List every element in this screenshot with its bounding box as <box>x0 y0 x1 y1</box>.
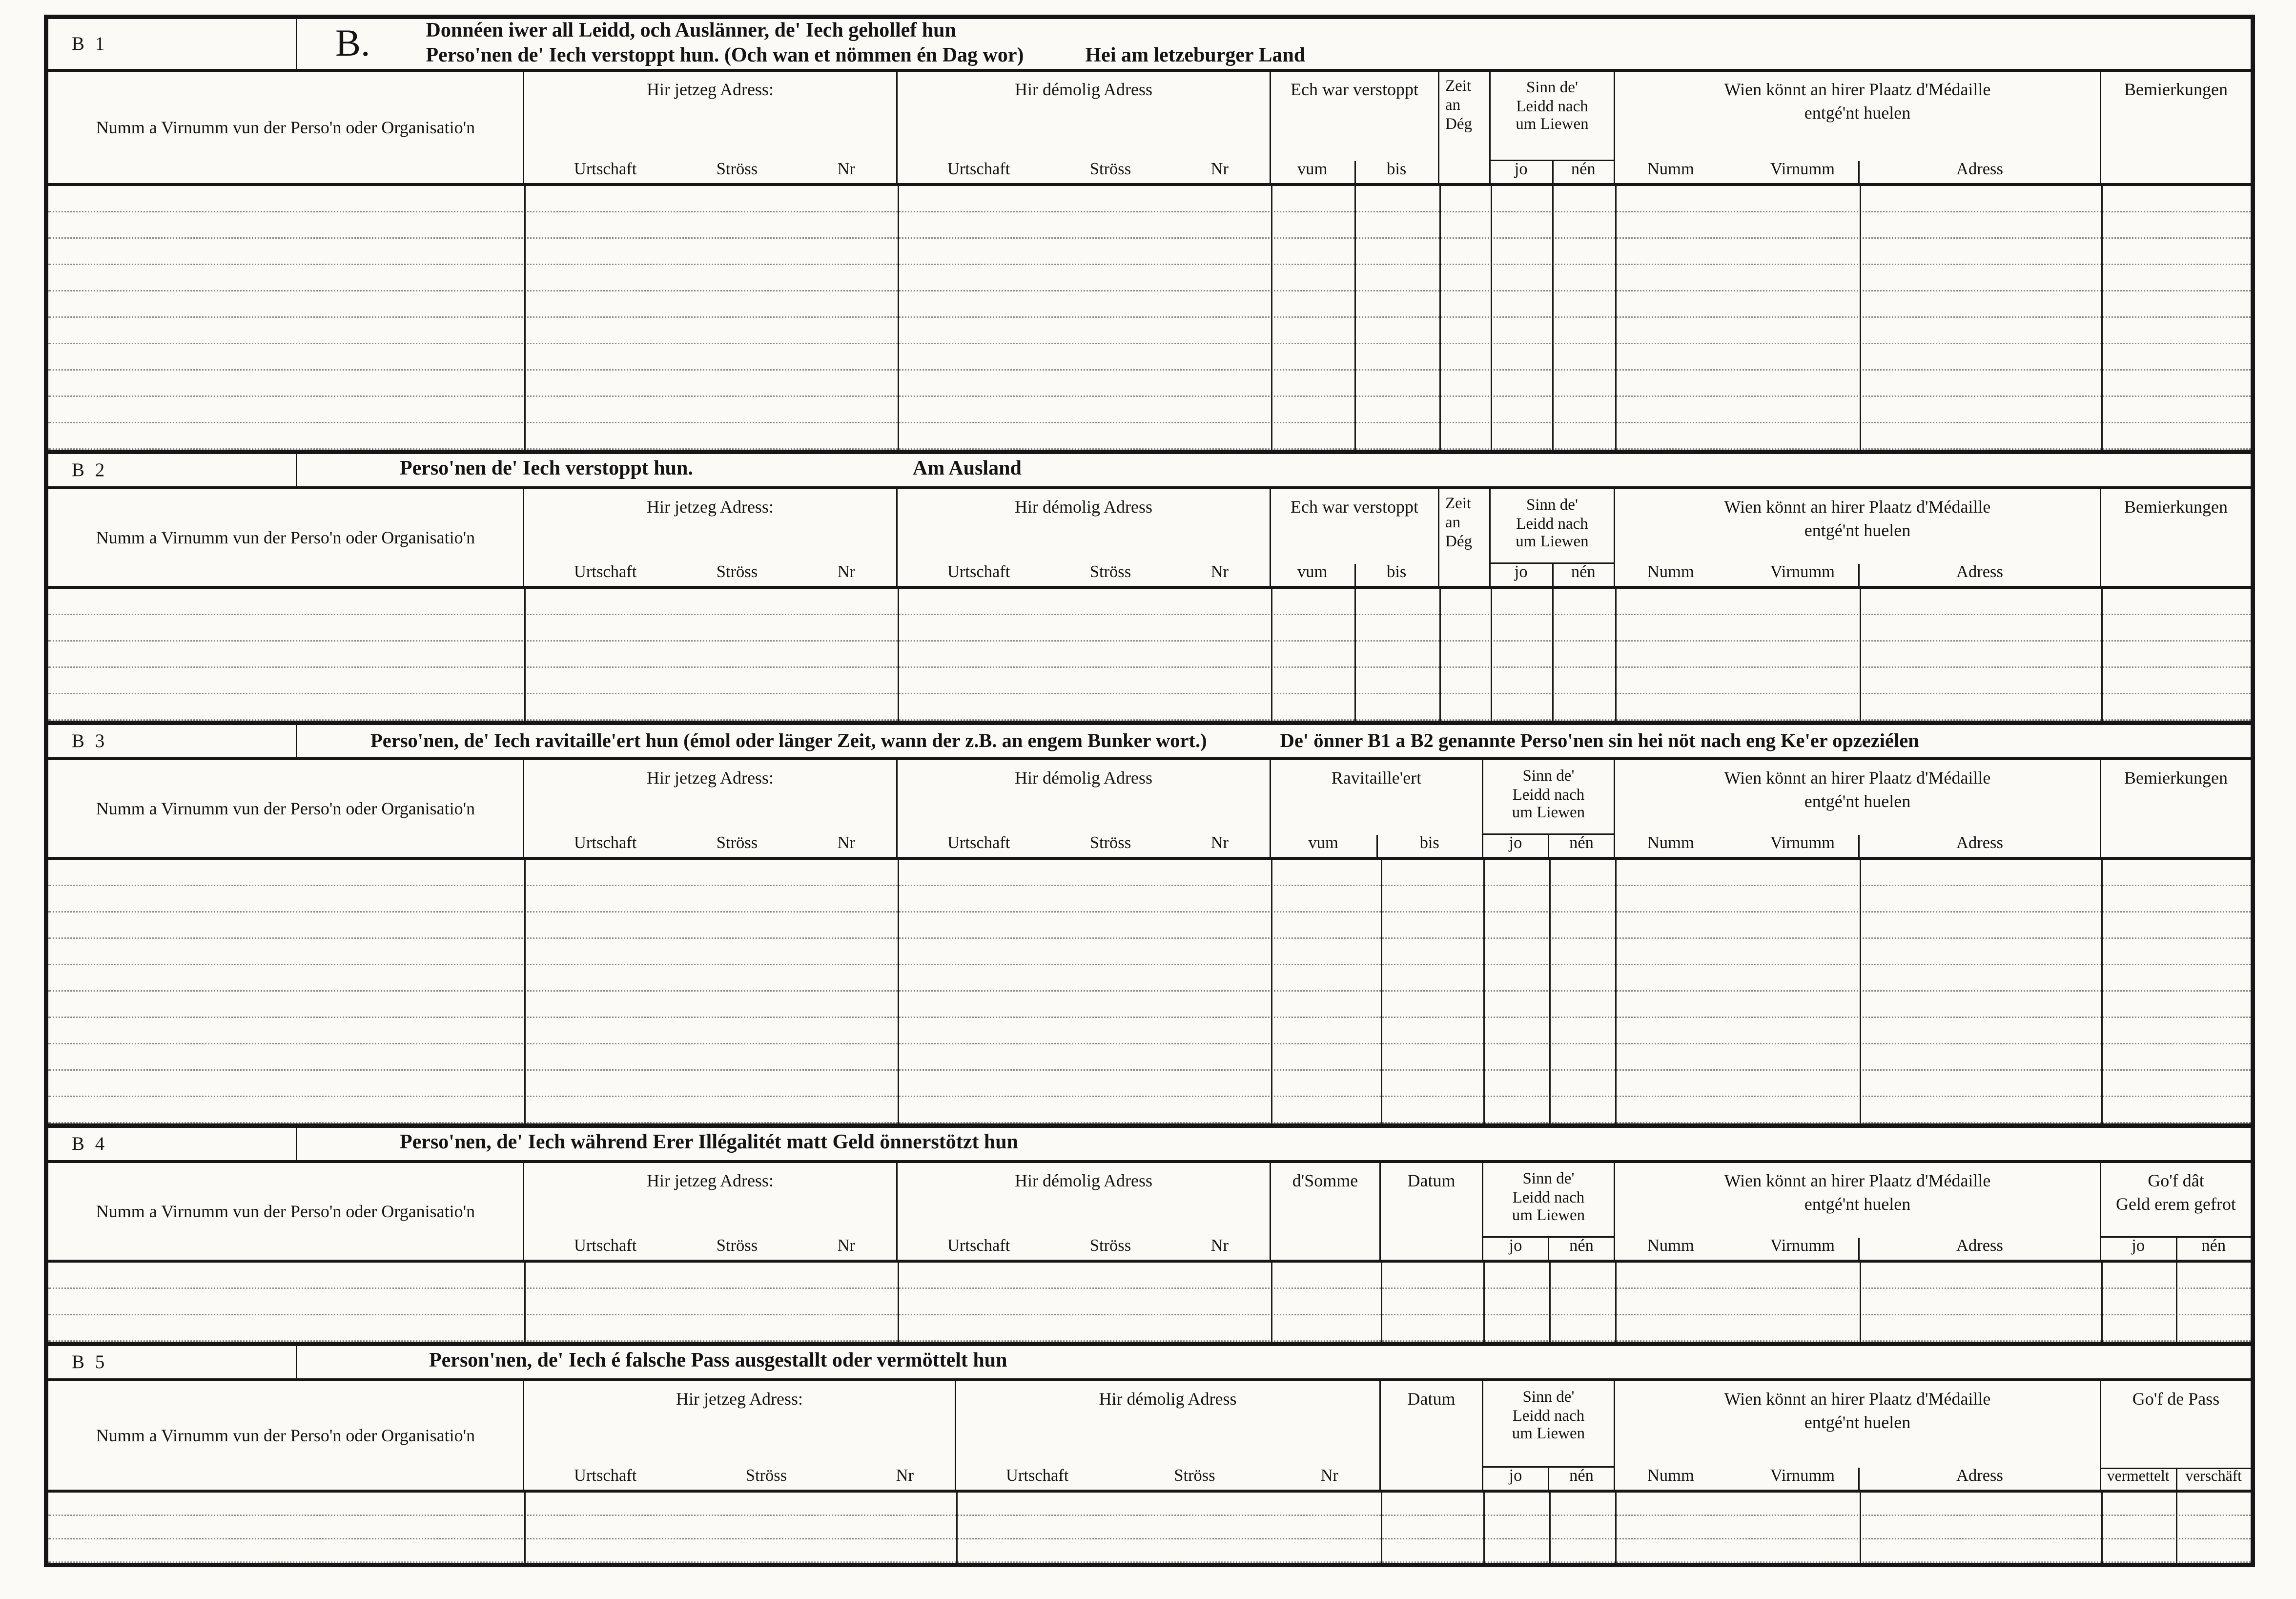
medal-subheaders: Numm Virnumm Adress <box>1615 161 2100 183</box>
form-b <box>44 15 2255 1567</box>
section-b2-title-row <box>48 454 2251 489</box>
section-b3 <box>48 721 2251 1123</box>
col-header-hidden-period: Ech war verstoppt vum bis <box>1271 72 1439 183</box>
col-header-current-address: Hir jetzeg Adress: Urtschaft Ströss Nr <box>524 1163 898 1260</box>
section-b1 <box>48 19 2251 450</box>
column-divider <box>1439 186 1441 450</box>
section-b2-header-row <box>48 489 2251 589</box>
blank-row <box>48 992 2251 1018</box>
blank-row <box>48 965 2251 992</box>
current-address-subheaders: Urtschaft Ströss Nr <box>574 161 855 179</box>
col-header-date: Datum <box>1381 1381 1483 1490</box>
column-divider <box>1483 1493 1485 1563</box>
col-header-name: Numm a Virnumm vun der Perso'n oder Organisatio'n <box>48 1381 524 1490</box>
blank-row <box>48 1097 2251 1123</box>
blank-row <box>48 694 2251 721</box>
col-header-still-alive: Sinn de' Leidd nach um Liewen jo nén <box>1483 760 1615 857</box>
column-divider <box>524 1493 526 1563</box>
col-header-duration: Zeit an Dég <box>1439 72 1491 183</box>
column-divider <box>1271 1263 1272 1342</box>
column-divider <box>524 589 526 721</box>
col-header-name: Numm a Virnumm vun der Perso'n oder Organisatio'n <box>48 72 524 183</box>
section-b1-id: B 1 <box>48 19 297 69</box>
column-divider <box>2176 1263 2177 1342</box>
column-divider <box>1491 589 1492 721</box>
column-divider <box>1552 589 1554 721</box>
col-header-former-address: Hir démolig Adress Urtschaft Ströss Nr <box>956 1381 1381 1490</box>
column-divider <box>898 589 899 721</box>
col-header-money-returned: Go'f dât Geld erem gefrot jo nén <box>2101 1163 2251 1260</box>
blank-row <box>48 1263 2251 1289</box>
column-divider <box>1549 1263 1551 1342</box>
section-b4-title-row <box>48 1128 2251 1163</box>
col-header-name: Numm a Virnumm vun der Perso'n oder Organisatio'n <box>48 760 524 857</box>
column-divider <box>1354 186 1356 450</box>
column-divider <box>2101 589 2103 721</box>
column-divider <box>1860 1493 1861 1563</box>
section-b5-title-row <box>48 1346 2251 1381</box>
column-divider <box>956 1493 958 1563</box>
col-header-pass-type: Go'f de Pass vermettelt verschäft <box>2101 1381 2251 1490</box>
col-header-still-alive: Sinn de' Leidd nach um Liewen jo nén <box>1483 1381 1615 1490</box>
col-header-medal-recipient: Wien könnt an hirer Plaatz d'Médaille entgé'nt huelen Numm Virnumm Adress <box>1615 1163 2101 1260</box>
col-header-name: Numm a Virnumm vun der Perso'n oder Organisatio'n <box>48 1163 524 1260</box>
blank-row <box>48 615 2251 642</box>
col-header-duration: Zeit an Dég <box>1439 489 1491 586</box>
blank-row <box>48 186 2251 212</box>
section-b1-title <box>426 19 1306 70</box>
column-divider <box>2101 1263 2103 1342</box>
blank-row <box>48 212 2251 239</box>
column-divider <box>1549 860 1551 1123</box>
section-b3-note: De' önner B1 a B2 genannte Perso'nen sin hei nöt nach eng Ke'er opzeziélen <box>1280 729 1919 751</box>
blank-row <box>48 371 2251 397</box>
col-header-former-address: Hir démolig Adress Urtschaft Ströss Nr <box>898 489 1271 586</box>
col-header-current-address: Hir jetzeg Adress: Urtschaft Ströss Nr <box>524 760 898 857</box>
section-b3-entries <box>48 860 2251 1123</box>
col-header-former-address: Hir démolig Adress Urtschaft Ströss Nr <box>898 1163 1271 1260</box>
col-header-current-address: Hir jetzeg Adress: Urtschaft Ströss Nr <box>524 72 898 183</box>
still-alive-subheaders: jo nén <box>1491 160 1614 183</box>
section-b3-title: Perso'nen, de' Iech ravitaille'ert hun (émol oder länger Zeit, wann der z.B. an engem Bunker wort.) <box>370 729 1207 751</box>
col-header-remarks: Bemierkungen <box>2124 768 2228 788</box>
section-b4-header-row <box>48 1163 2251 1263</box>
column-divider <box>898 186 899 450</box>
section-b1-location: Hei am letzeburger Land <box>1085 45 1306 67</box>
column-divider <box>898 860 899 1123</box>
blank-row <box>48 860 2251 886</box>
section-b5-header-row <box>48 1381 2251 1493</box>
blank-row <box>48 239 2251 265</box>
blank-row <box>48 1315 2251 1342</box>
col-header-former-address: Hir démolig Adress Urtschaft Ströss Nr <box>898 72 1271 183</box>
section-b2-location: Am Ausland <box>912 458 1022 480</box>
col-header-remarks: Bemierkungen <box>2124 79 2228 100</box>
section-b5-entries <box>48 1493 2251 1563</box>
col-header-medal-recipient: Wien könnt an hirer Plaatz d'Médaille entgé'nt huelen Numm Virnumm Adress <box>1615 760 2101 857</box>
blank-row <box>48 913 2251 939</box>
column-divider <box>2101 1493 2103 1563</box>
column-divider <box>1271 860 1272 1123</box>
section-b2-id: B 2 <box>48 454 297 486</box>
blank-row <box>48 668 2251 694</box>
column-divider <box>1615 1493 1617 1563</box>
section-b3-title-row <box>48 725 2251 760</box>
col-header-medal-recipient: Wien könnt an hirer Plaatz d'Médaille entgé'nt huelen Numm Virnumm Adress <box>1615 72 2101 183</box>
col-header-current-address: Hir jetzeg Adress: Urtschaft Ströss Nr <box>524 1381 956 1490</box>
blank-row <box>48 318 2251 344</box>
column-divider <box>1354 589 1356 721</box>
column-divider <box>1381 1493 1382 1563</box>
column-divider <box>1860 186 1861 450</box>
blank-row <box>48 397 2251 423</box>
col-header-still-alive: Sinn de' Leidd nach um Liewen jo nén <box>1491 72 1615 183</box>
section-b1-title-line2: Perso'nen de' Iech verstoppt hun. (Och wan et nömmen én Dag wor) Hei am letzeburger Land <box>426 45 1306 67</box>
column-divider <box>1615 1263 1617 1342</box>
col-header-former-address: Hir démolig Adress Urtschaft Ströss Nr <box>898 760 1271 857</box>
blank-row <box>48 589 2251 615</box>
section-b1-title-row <box>48 19 2251 72</box>
column-divider <box>1271 186 1272 450</box>
column-divider <box>1615 186 1617 450</box>
blank-row <box>48 1493 2251 1516</box>
col-header-supplied-period: Ravitaille'ert vum bis <box>1271 760 1483 857</box>
blank-row <box>48 1018 2251 1044</box>
section-b3-id: B 3 <box>48 725 297 757</box>
col-header-name: Numm a Virnumm vun der Perso'n oder Organisatio'n <box>48 489 524 586</box>
section-b1-header-row <box>48 72 2251 186</box>
hidden-period-subheaders: vum bis <box>1271 161 1438 183</box>
blank-row <box>48 886 2251 913</box>
column-divider <box>1860 1263 1861 1342</box>
blank-row <box>48 265 2251 291</box>
section-b3-header-row <box>48 760 2251 860</box>
column-divider <box>1381 860 1382 1123</box>
col-header-current-address: Hir jetzeg Adress: Urtschaft Ströss Nr <box>524 489 898 586</box>
section-b4-title: Perso'nen, de' Iech während Erer Illégalitét matt Geld önnerstötzt hun <box>400 1132 1018 1154</box>
column-divider <box>1549 1493 1551 1563</box>
section-b5 <box>48 1342 2251 1563</box>
col-header-remarks: Bemierkungen <box>2124 497 2228 517</box>
column-divider <box>1615 860 1617 1123</box>
column-divider <box>524 186 526 450</box>
column-divider <box>1439 589 1441 721</box>
section-b1-title-line1: Donnéen iwer all Leidd, och Auslänner, de' Iech gehollef hun <box>426 20 956 42</box>
column-divider <box>1271 589 1272 721</box>
col-header-amount: d'Somme <box>1271 1163 1381 1260</box>
col-header-medal-recipient: Wien könnt an hirer Plaatz d'Médaille entgé'nt huelen Numm Virnumm Adress <box>1615 1381 2101 1490</box>
column-divider <box>1552 186 1554 450</box>
section-b5-id: B 5 <box>48 1346 297 1378</box>
blank-row <box>48 1289 2251 1315</box>
section-b2-entries <box>48 589 2251 721</box>
section-b2 <box>48 450 2251 721</box>
column-divider <box>1860 860 1861 1123</box>
section-b4-id: B 4 <box>48 1128 297 1160</box>
column-divider <box>1381 1263 1382 1342</box>
blank-row <box>48 1071 2251 1097</box>
former-address-subheaders: Urtschaft Ströss Nr <box>947 161 1229 179</box>
col-header-date: Datum <box>1381 1163 1483 1260</box>
column-divider <box>1483 860 1485 1123</box>
column-divider <box>524 860 526 1123</box>
col-header-medal-recipient: Wien könnt an hirer Plaatz d'Médaille entgé'nt huelen Numm Virnumm Adress <box>1615 489 2101 586</box>
column-divider <box>2176 1493 2177 1563</box>
column-divider <box>898 1263 899 1342</box>
column-divider <box>1483 1263 1485 1342</box>
column-divider <box>524 1263 526 1342</box>
blank-row <box>48 1516 2251 1539</box>
blank-row <box>48 423 2251 450</box>
section-letter-b: B. <box>335 22 370 64</box>
col-header-still-alive: Sinn de' Leidd nach um Liewen jo nén <box>1483 1163 1615 1260</box>
column-divider <box>1860 589 1861 721</box>
column-divider <box>1615 589 1617 721</box>
blank-row <box>48 939 2251 965</box>
section-b1-entries <box>48 186 2251 450</box>
section-b4 <box>48 1123 2251 1342</box>
section-b5-title: Person'nen, de' Iech é falsche Pass ausgestallt oder vermöttelt hun <box>429 1350 1007 1372</box>
section-b2-title: Perso'nen de' Iech verstoppt hun. <box>400 458 693 480</box>
blank-row <box>48 642 2251 668</box>
column-divider <box>2101 860 2103 1123</box>
column-divider <box>2101 186 2103 450</box>
col-header-still-alive: Sinn de' Leidd nach um Liewen jo nén <box>1491 489 1615 586</box>
blank-row <box>48 291 2251 318</box>
section-b4-entries <box>48 1263 2251 1342</box>
column-divider <box>1491 186 1492 450</box>
blank-row <box>48 1539 2251 1563</box>
blank-row <box>48 1044 2251 1071</box>
blank-row <box>48 344 2251 371</box>
col-header-hidden-period: Ech war verstoppt vum bis <box>1271 489 1439 586</box>
